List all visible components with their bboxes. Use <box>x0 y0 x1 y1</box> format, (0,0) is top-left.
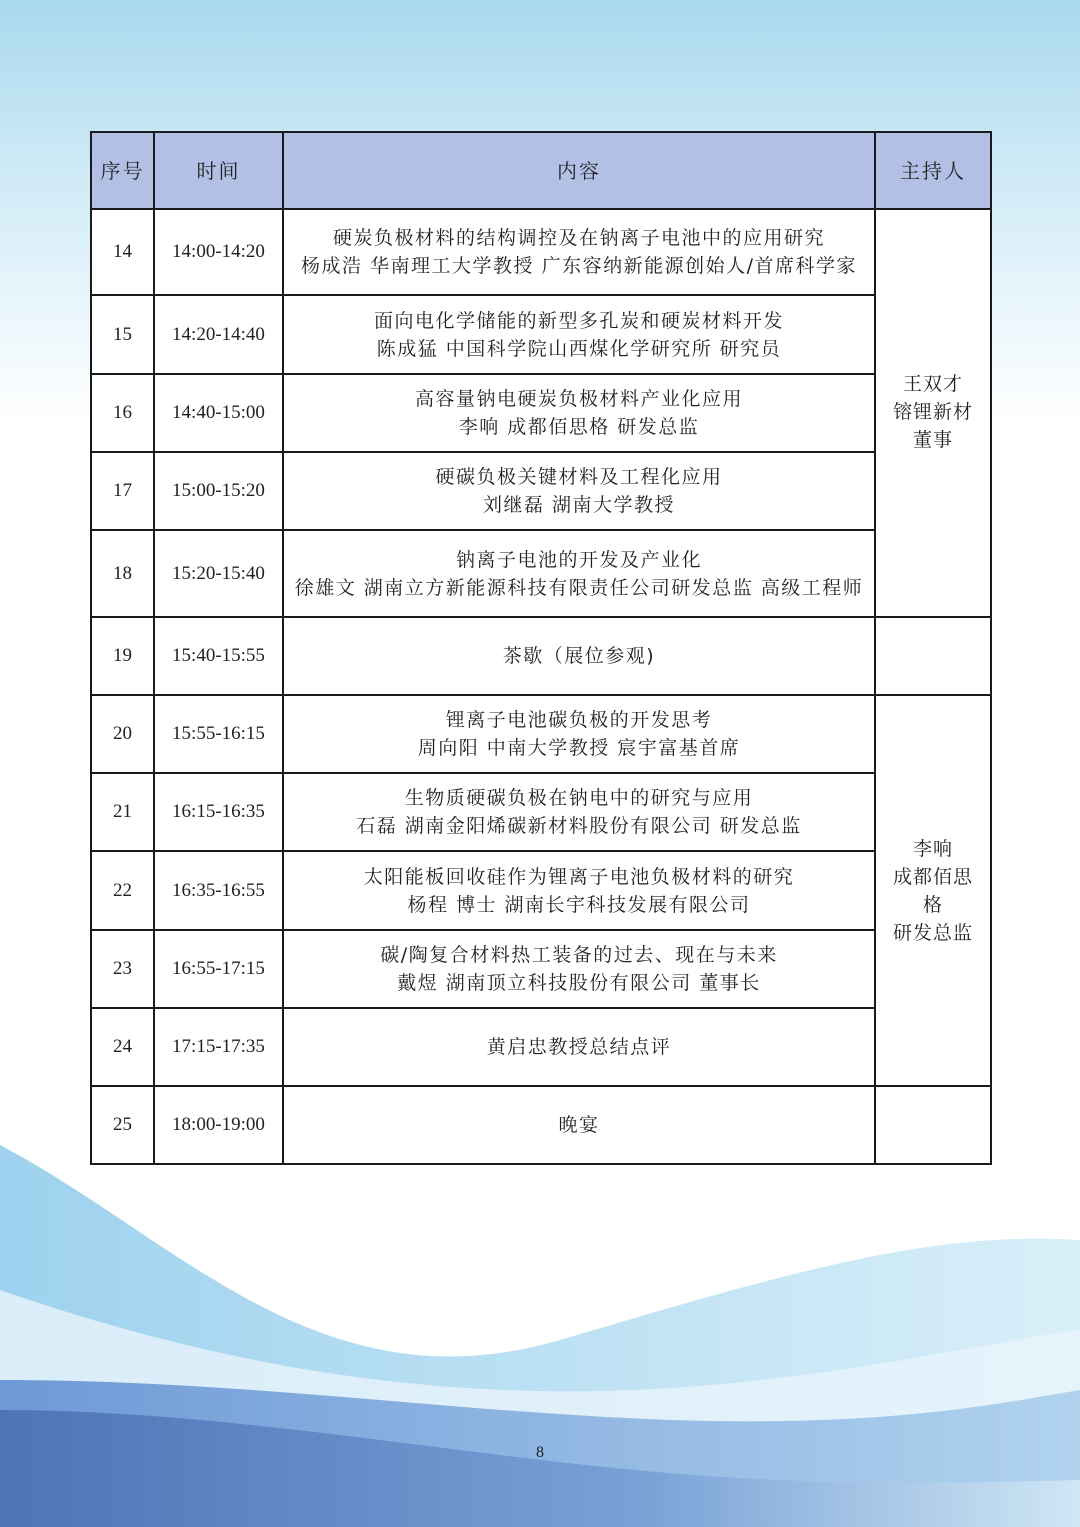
row-time: 15:40-15:55 <box>154 617 283 695</box>
row-time: 14:00-14:20 <box>154 209 283 295</box>
header-content: 内容 <box>283 132 875 209</box>
host-title: 董事 <box>912 429 953 451</box>
table-row <box>91 374 991 452</box>
table-row <box>91 773 991 851</box>
row-num: 21 <box>91 773 154 851</box>
row-content <box>283 374 875 452</box>
host-org-cont: 格 <box>922 893 943 916</box>
table-row <box>91 851 991 930</box>
table-row <box>91 452 991 530</box>
host-name: 王双才 <box>902 373 963 395</box>
table-header-row <box>91 132 991 209</box>
page-number: 8 <box>536 1444 544 1461</box>
tea-break-label: 茶歇（展位参观) <box>502 645 656 667</box>
speaker-info: 周向阳 中南大学教授 宸宇富基首席 <box>417 737 741 759</box>
talk-title: 硬碳负极关键材料及工程化应用 <box>435 466 723 488</box>
table-row <box>91 1086 991 1164</box>
table-row <box>91 930 991 1008</box>
row-time: 15:00-15:20 <box>154 452 283 530</box>
row-time: 14:40-15:00 <box>154 374 283 452</box>
row-content <box>283 695 875 773</box>
row-num: 18 <box>91 530 154 617</box>
row-time: 15:20-15:40 <box>154 530 283 617</box>
summary-label: 黄启忠教授总结点评 <box>486 1036 672 1058</box>
host-title: 研发总监 <box>892 921 973 944</box>
speaker-info: 杨程 博士 湖南长宇科技发展有限公司 <box>407 893 751 916</box>
speaker-info: 戴煜 湖南顶立科技股份有限公司 董事长 <box>397 972 761 994</box>
row-time: 16:35-16:55 <box>154 851 283 930</box>
header-host: 主持人 <box>875 132 991 209</box>
host-org: 镕锂新材 <box>892 401 973 423</box>
row-content <box>283 295 875 374</box>
row-num: 17 <box>91 452 154 530</box>
talk-title: 碳/陶复合材料热工装备的过去、现在与未来 <box>380 944 778 966</box>
table-row <box>91 617 991 695</box>
talk-title: 锂离子电池碳负极的开发思考 <box>445 709 713 731</box>
talk-title: 面向电化学储能的新型多孔炭和硬炭材料开发 <box>373 309 784 332</box>
row-num: 16 <box>91 374 154 452</box>
speaker-info: 李响 成都佰思格 研发总监 <box>458 416 700 438</box>
header-num: 序号 <box>91 132 154 209</box>
row-num: 22 <box>91 851 154 930</box>
host-cell <box>875 209 991 617</box>
row-time: 14:20-14:40 <box>154 295 283 374</box>
row-time: 18:00-19:00 <box>154 1086 283 1164</box>
table-row <box>91 530 991 617</box>
speaker-info: 徐雄文 湖南立方新能源科技有限责任公司研发总监 高级工程师 <box>294 576 864 599</box>
row-num: 23 <box>91 930 154 1008</box>
row-content <box>283 1008 875 1086</box>
row-num: 14 <box>91 209 154 295</box>
row-content <box>283 209 875 295</box>
table-row <box>91 1008 991 1086</box>
talk-title: 钠离子电池的开发及产业化 <box>455 548 702 571</box>
row-content <box>283 773 875 851</box>
row-content <box>283 851 875 930</box>
schedule-table <box>90 131 992 1165</box>
talk-title: 太阳能板回收硅作为锂离子电池负极材料的研究 <box>363 865 795 888</box>
row-content <box>283 530 875 617</box>
row-time: 16:15-16:35 <box>154 773 283 851</box>
host-org: 成都佰思 <box>892 865 973 888</box>
host-cell-empty <box>875 617 991 695</box>
speaker-info: 杨成浩 华南理工大学教授 广东容纳新能源创始人/首席科学家 <box>301 255 857 277</box>
talk-title: 生物质硬碳负极在钠电中的研究与应用 <box>404 787 754 809</box>
speaker-info: 陈成猛 中国科学院山西煤化学研究所 研究员 <box>376 337 782 360</box>
table-row <box>91 695 991 773</box>
host-cell-empty <box>875 1086 991 1164</box>
row-time: 17:15-17:35 <box>154 1008 283 1086</box>
host-name: 李响 <box>912 837 953 860</box>
row-num: 20 <box>91 695 154 773</box>
table-row <box>91 209 991 295</box>
table-row <box>91 295 991 374</box>
row-num: 15 <box>91 295 154 374</box>
talk-title: 高容量钠电硬炭负极材料产业化应用 <box>414 388 743 410</box>
tea-break-content <box>283 617 875 695</box>
talk-title: 硬炭负极材料的结构调控及在钠离子电池中的应用研究 <box>332 227 825 249</box>
row-content <box>283 452 875 530</box>
host-cell <box>875 695 991 1086</box>
row-num: 19 <box>91 617 154 695</box>
row-time: 16:55-17:15 <box>154 930 283 1008</box>
row-num: 25 <box>91 1086 154 1164</box>
row-content <box>283 930 875 1008</box>
row-num: 24 <box>91 1008 154 1086</box>
header-time: 时间 <box>154 132 283 209</box>
banquet-label: 晚宴 <box>558 1114 600 1136</box>
speaker-info: 石磊 湖南金阳烯碳新材料股份有限公司 研发总监 <box>356 815 802 837</box>
row-time: 15:55-16:15 <box>154 695 283 773</box>
speaker-info: 刘继磊 湖南大学教授 <box>482 494 676 516</box>
banquet-content <box>283 1086 875 1164</box>
